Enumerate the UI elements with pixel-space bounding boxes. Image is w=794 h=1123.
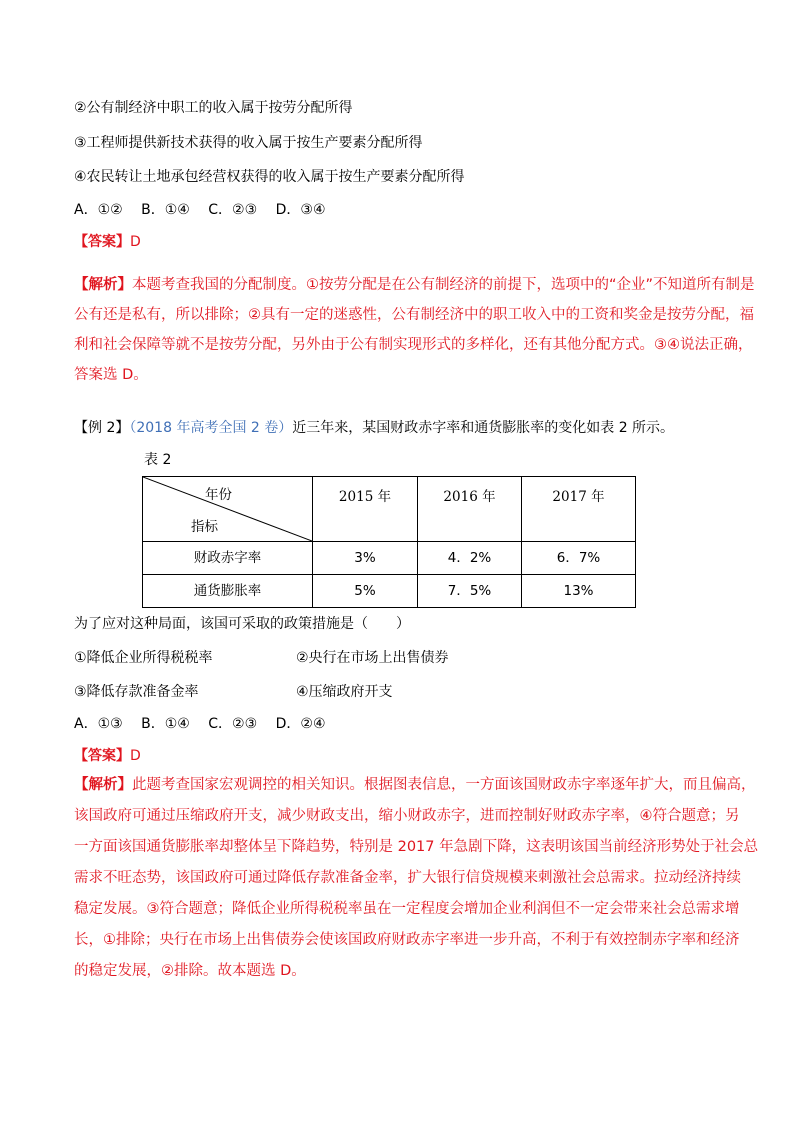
q2-analysis-line: 稳定发展。③符合题意；降低企业所得税税率虽在一定程度会增加企业利润但不一定会带来社会总需求增 (74, 901, 740, 917)
value-cell: 4．2% (418, 542, 522, 575)
year-header-cell: 2016 年 (418, 477, 522, 542)
q2-option-2: ②央行在市场上出售债券 (296, 650, 449, 666)
q2-analysis-line: 长，①排除；央行在市场上出售债券会使该国政府财政赤字率进一步升高，不利于有效控制赤字率和经济 (74, 932, 740, 948)
row-label-cell: 财政赤字率 (143, 542, 313, 575)
table-row (143, 542, 636, 575)
table-row (143, 575, 636, 608)
q1-answer (74, 232, 141, 252)
table-caption: 表 2 (144, 452, 172, 468)
value-cell: 5% (313, 575, 418, 608)
q1-option-4: ④农民转让土地承包经营权获得的收入属于按生产要素分配所得 (74, 169, 465, 185)
value-cell: 13% (522, 575, 636, 608)
q2-stem-text: 近三年来，某国财政赤字率和通货膨胀率的变化如表 2 所示。 (292, 420, 675, 436)
table-header-row (143, 477, 636, 542)
q1-analysis-line: 利和社会保障等就不是按劳分配，另外由于公有制实现形式的多样化，还有其他分配方式。③④说法正确， (74, 337, 753, 353)
q2-stem (74, 418, 674, 438)
value-cell: 7．5% (418, 575, 522, 608)
q2-analysis (74, 770, 759, 987)
q1-analysis-line: 本题考查我国的分配制度。①按劳分配是在公有制经济的前提下，选项中的“企业”不知道所有制是 (132, 277, 755, 293)
q2-tag: 【例 2】 (74, 420, 130, 436)
q1-analysis-label: 【解析】 (74, 277, 132, 293)
q2-analysis-line: 需求不旺态势，该国政府可通过降低存款准备金率，扩大银行信贷规模来刺激社会总需求。拉动经济持续 (74, 870, 741, 886)
q1-answer-value: D (130, 234, 141, 250)
row-label-cell: 通货膨胀率 (143, 575, 313, 608)
value-cell: 6．7% (522, 542, 636, 575)
q1-analysis-line: 公有还是私有，所以排除；②具有一定的迷惑性，公有制经济中的职工收入中的工资和奖金是按劳分配，福 (74, 307, 754, 323)
q2-option-4: ④压缩政府开支 (296, 684, 393, 700)
q2-source: （2018 年高考全国 2 卷） (129, 420, 293, 436)
q2-answer-value: D (130, 748, 141, 764)
year-header-cell: 2017 年 (522, 477, 636, 542)
q2-analysis-line: 此题考查国家宏观调控的相关知识。根据图表信息，一方面该国财政赤字率逐年扩大，而且偏高， (132, 777, 756, 793)
q2-question: 为了应对这种局面，该国可采取的政策措施是（ ） (74, 616, 410, 632)
q2-answer-label: 【答案】 (74, 748, 130, 764)
q1-analysis (74, 270, 755, 390)
corner-indicator-label: 指标 (191, 519, 218, 535)
corner-year-label: 年份 (205, 487, 232, 503)
q1-choices: A．①② B．①④ C．②③ D．③④ (74, 202, 326, 218)
q2-option-3: ③降低存款准备金率 (74, 684, 199, 700)
q2-answer (74, 746, 141, 766)
table-corner-cell (143, 477, 313, 542)
q2-analysis-line: 该国政府可通过压缩政府开支，减少财政支出，缩小财政赤字，进而控制好财政赤字率，④符合题意；另 (74, 808, 740, 824)
value-cell: 3% (313, 542, 418, 575)
q1-analysis-line: 答案选 D。 (74, 367, 148, 383)
q2-analysis-label: 【解析】 (74, 777, 132, 793)
q1-option-2: ②公有制经济中职工的收入属于按劳分配所得 (74, 100, 353, 116)
q2-analysis-line: 一方面该国通货膨胀率却整体呈下降趋势，特别是 2017 年急剧下降，这表明该国当前经济形势处于社会总 (74, 839, 759, 855)
q2-option-1: ①降低企业所得税税率 (74, 650, 213, 666)
year-header-cell: 2015 年 (313, 477, 418, 542)
q1-option-3: ③工程师提供新技术获得的收入属于按生产要素分配所得 (74, 135, 423, 151)
q2-analysis-line: 的稳定发展，②排除。故本题选 D。 (74, 963, 306, 979)
q1-answer-label: 【答案】 (74, 234, 130, 250)
q2-choices: A．①③ B．①④ C．②③ D．②④ (74, 716, 326, 732)
data-table (142, 476, 636, 608)
